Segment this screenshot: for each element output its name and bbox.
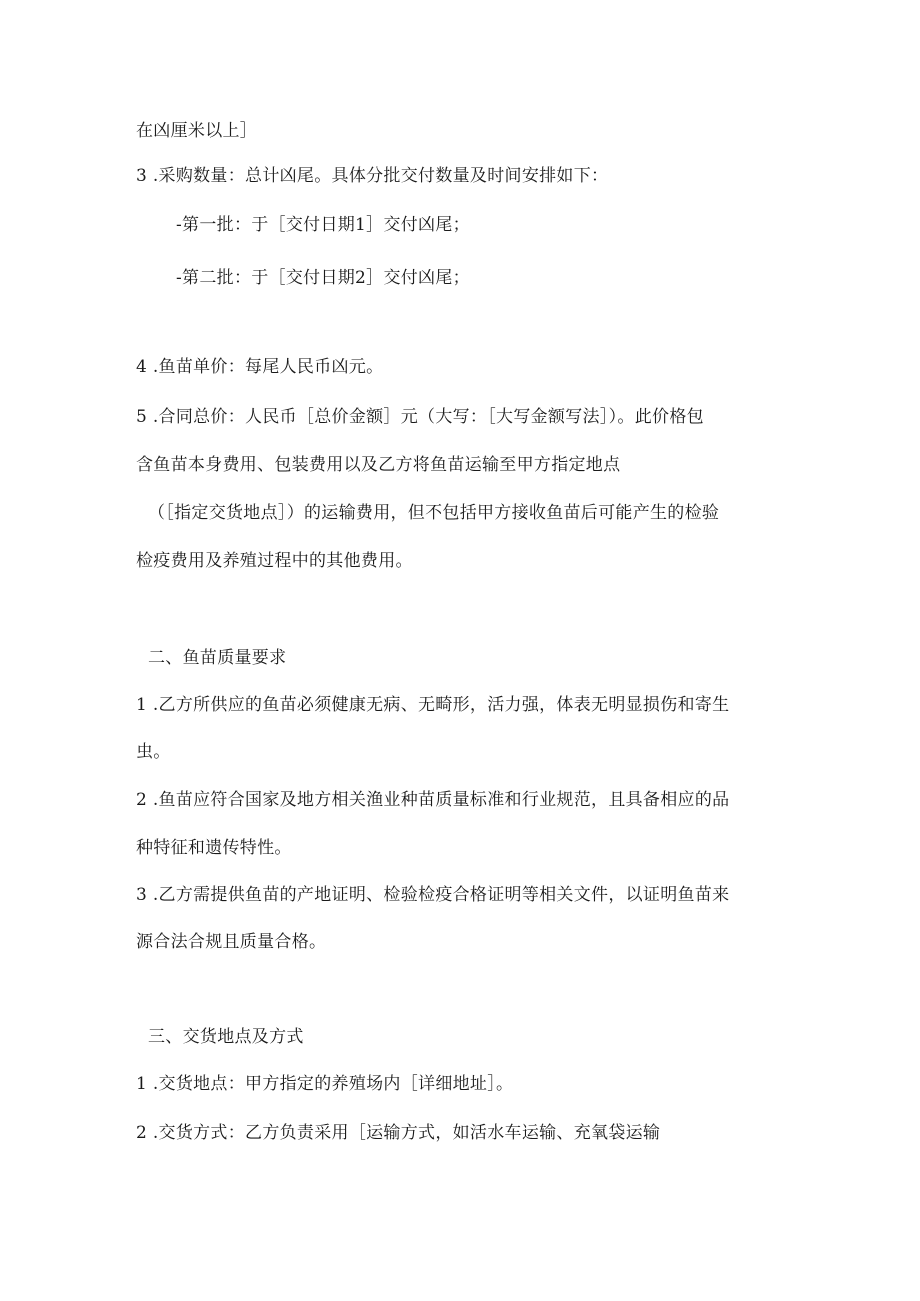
- text-line-quality-3-cont: 源合法合规且质量合格。: [136, 932, 327, 952]
- text-line-quality-2: 2 .鱼苗应符合国家及地方相关渔业种苗质量标准和行业规范，且具备相应的品: [136, 790, 730, 810]
- text-line-purchase-quantity: 3 .采购数量：总计凶尾。具体分批交付数量及时间安排如下：: [136, 166, 609, 186]
- text-line-batch-2: -第二批：于［交付日期2］交付凶尾；: [176, 268, 470, 288]
- text-line-quality-1: 1 .乙方所供应的鱼苗必须健康无病、无畸形，活力强，体表无明显损伤和寄生: [136, 695, 730, 715]
- text-line-batch-1: -第一批：于［交付日期1］交付凶尾；: [176, 215, 470, 235]
- section-heading-quality: 二、鱼苗质量要求: [148, 648, 287, 668]
- text-line-total-price: 5 .合同总价：人民币［总价金额］元（大写：［大写金额写法］）。此价格包: [136, 407, 704, 427]
- text-line-unit-price: 4 .鱼苗单价：每尾人民币凶元。: [136, 357, 384, 377]
- text-line-size-continuation: 在凶厘米以上］: [136, 121, 258, 141]
- section-heading-delivery: 三、交货地点及方式: [148, 1027, 304, 1047]
- text-line-delivery-location: 1 .交货地点：甲方指定的养殖场内［详细地址］。: [136, 1074, 514, 1094]
- text-line-quality-1-cont: 虫。: [136, 742, 171, 762]
- text-line-quality-3: 3 .乙方需提供鱼苗的产地证明、检验检疫合格证明等相关文件，以证明鱼苗来: [136, 885, 730, 905]
- text-line-total-price-cont-3: 检疫费用及养殖过程中的其他费用。: [136, 551, 413, 571]
- text-line-quality-2-cont: 种特征和遗传特性。: [136, 838, 292, 858]
- text-line-total-price-cont-2: （［指定交货地点］）的运输费用，但不包括甲方接收鱼苗后可能产生的检验: [148, 503, 720, 523]
- text-line-total-price-cont-1: 含鱼苗本身费用、包装费用以及乙方将鱼苗运输至甲方指定地点: [136, 455, 621, 475]
- text-line-delivery-method: 2 .交货方式：乙方负责采用［运输方式，如活水车运输、充氧袋运输: [136, 1123, 661, 1143]
